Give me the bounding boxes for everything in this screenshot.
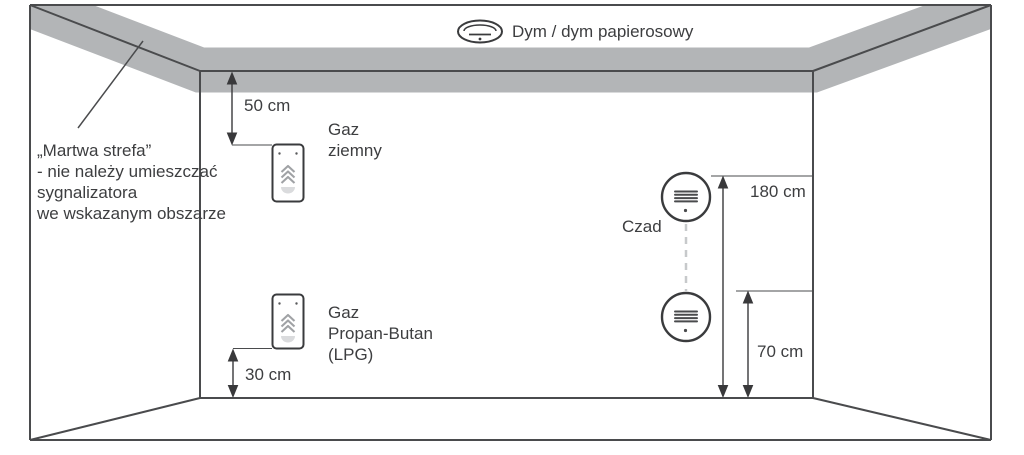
natural-gas-label-line: ziemny	[328, 141, 382, 160]
dead-zone-note	[36, 141, 226, 223]
measurement-180cm	[711, 176, 812, 399]
measurement-70cm	[736, 291, 812, 399]
natural-gas-label	[328, 120, 382, 160]
dead-zone-note-line: - nie należy umieszczać	[37, 162, 218, 181]
smoke-detector-icon	[458, 21, 502, 43]
lpg-label	[328, 303, 433, 364]
band-clip-top	[0, 0, 1024, 4]
measurement-30cm-label: 30 cm	[245, 365, 292, 384]
measurement-50cm-label: 50 cm	[244, 96, 291, 115]
lpg-label-line: Gaz	[328, 303, 360, 322]
arrow-down-icon	[743, 385, 754, 398]
arrow-up-icon	[718, 176, 729, 189]
co-detector-lower-icon	[662, 293, 710, 341]
smoke-label: Dym / dym papierosowy	[512, 22, 694, 41]
band-clip-left	[0, 0, 29, 455]
lpg-label-line: (LPG)	[328, 345, 374, 364]
dead-zone-note-line: „Martwa strefa”	[37, 141, 152, 160]
natural-gas-label-line: Gaz	[328, 120, 360, 139]
lpg-detector-icon	[273, 295, 304, 349]
co-detector-upper-icon	[662, 173, 710, 221]
measurement-180cm-label: 180 cm	[750, 182, 806, 201]
arrow-down-icon	[228, 385, 239, 398]
arrow-down-icon	[718, 385, 729, 398]
dead-zone-note-line: we wskazanym obszarze	[37, 204, 226, 223]
dead-zone-note-line: sygnalizatora	[37, 183, 138, 202]
measurement-30cm	[228, 349, 292, 399]
arrow-up-icon	[228, 349, 239, 362]
band-clip-right	[992, 0, 1024, 455]
arrow-down-icon	[227, 133, 238, 146]
co-label: Czad	[622, 217, 662, 236]
measurement-70cm-label: 70 cm	[757, 342, 804, 361]
arrow-up-icon	[743, 291, 754, 304]
natural-gas-detector-icon	[273, 145, 304, 202]
lpg-label-line: Propan-Butan	[328, 324, 433, 343]
